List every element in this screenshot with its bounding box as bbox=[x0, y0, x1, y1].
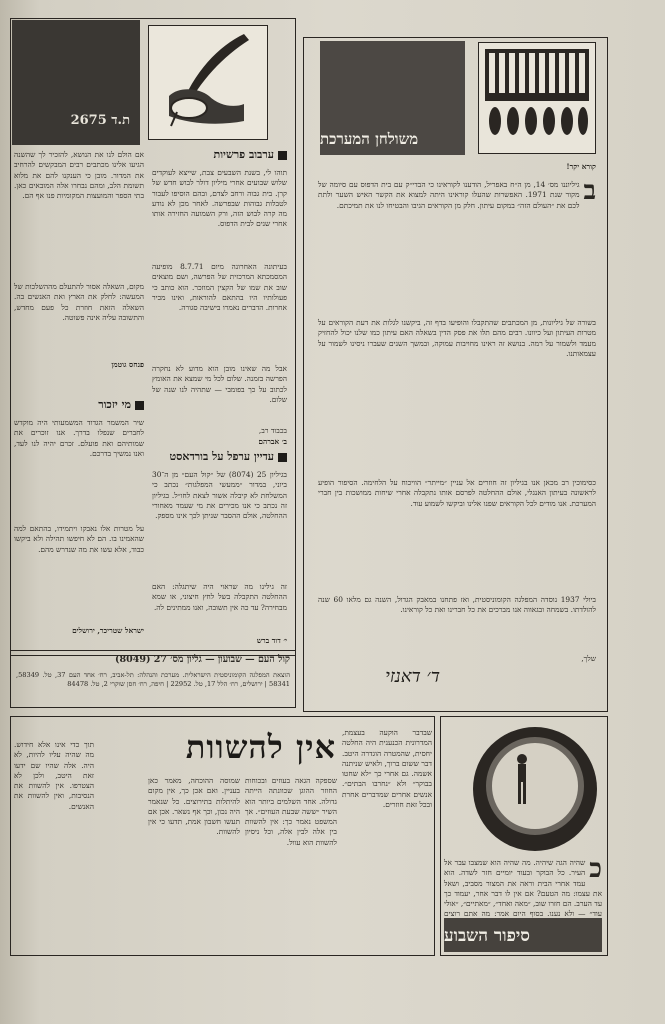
bordeaux-signature: י׳ דוד ברש bbox=[256, 636, 287, 645]
letter-paragraph-3: כסימוכין רב מכאן אנו בגיליון זה חוזרים אל עניין ״מייתר״ הוויכוח על הלחימה. הסיפור הופיע לראשונה בעיתון האנגלי, אולם ההחלטה לפרסם אותו נתקבלה אחרי שיחות ממושכות בין חברי המערכת. אנו מודים לכל הקוראים שפנו אלינו וביקשו לשמוע עוד. bbox=[318, 478, 596, 508]
editor-banner-title: משולחן המערכת bbox=[320, 130, 419, 148]
parshiot-signoff-label: בכבוד רב, bbox=[258, 426, 287, 435]
parshiot-body-3: אבל מה שאינו מובן הוא מדוע לא נחקרה הפרשה בזמנה. שלום לכל מי שמצא את האומץ לכתוב על כך בפומבי — שתהיה לנו שנה של שלום. bbox=[152, 364, 287, 404]
parshiot-header bbox=[152, 148, 287, 164]
masthead-name: קול העם — שבועון — גליון מס׳ 27 (8049) bbox=[115, 654, 290, 665]
bordeaux-title: עדיין ערפל על בורדאסט bbox=[169, 450, 274, 463]
bottom-col-2: שספקה הגאה בעוזים ובכוחות החוזר ההוגן שכוונתה הייתה גדולה. אחד השלמים ביותר הוא השיר ״ששה שבעת העוזים״. אך המשפט נאמר כך: אין להשוות בין אלה לבין אלה, וכל ניסיון להשוות הוא עוול. bbox=[245, 776, 337, 847]
parshiot-body-1: תוהו לי, בשנת השבעים צבת, שייצא לעוקדים שלוש שבועים אחרי מיליון דולר לבוש חדש של קרן. בית גבוה ורחב לצדם, ובהם הוסיפו לעבור לטבלות גבוהות שבפרשה. לאחר מכן לא נודע מה קרה לבוש הזה, ורק השמועה החזירה אותו אחרי שנים לבית הדפוס. bbox=[152, 168, 287, 229]
bottom-col-1: שבדבר הוקעה בעצמת, המדרונית הכנענית היה החלטה יחסית, שהמטרה הוגדרה היטב. דבר ששום ברוך, ולאיש שניתנה אשמה. גם אחרי כך ״לא שחטו בבוקר״ ולא ״נחרבו הבתים״. אנשים אחרים שמדברים אחרת ובכל זאת חוזרים. bbox=[342, 728, 432, 810]
bordeaux-body-2: זה גילינו מה שראוי היה שיתגלה: האם ההחלטה התקבלה בשל לחץ חיצוני, או שמא מבחירה? עד כה אין תשובה, ואנו ממתינים לה. bbox=[152, 582, 287, 612]
mi-yizkor-body-2: על מטרות אלו נאבקו ויתמידו, בהתאם למה שהאמינו בו. הם לא חיפשו תהילה ולא ביקשו כבוד, אלא עשו את מה שנדרש מהם. bbox=[14, 524, 144, 554]
bordeaux-header bbox=[152, 450, 287, 466]
quill-illustration bbox=[148, 25, 268, 140]
letter-drop-cap: ב bbox=[583, 176, 596, 206]
parshiot-signoff-name: ב׳ אברהם bbox=[258, 437, 287, 446]
letter-p1-text: גיליוננו מס׳ 14, מן ה״ח באפריל, הודענו לקוראינו כי הבדי״ק עם בית הדפוס עם סיומה של מקור שנת 1971. האפשרות שהעלו קוראינו היתה למצוא את הקשר האיש השער ולתת לכם את ״העולם הזה״ במקום עיתון. חלק מן הקוראים הגיבו והבטיחו לנו את תמיכתם. bbox=[318, 180, 580, 210]
parshiot-title: ערבוב פרשיות bbox=[213, 148, 274, 161]
parshiot-bullet-icon bbox=[278, 151, 287, 160]
story-body bbox=[444, 854, 602, 919]
story-banner: סיפור השבוע bbox=[444, 918, 602, 952]
left-top-signature: פנחס גוטמן bbox=[111, 360, 144, 369]
bottom-col-4: תוך כדי אינו אלא חידוש. מה שהיה עליו להיות, לא היה. אלה שהיו שם ידעו זאת היטב, ולכן לא הצטרפו. אין להשוות את הנסיבות, ואין להשוות את האנשים. bbox=[14, 740, 94, 811]
mi-yizkor-body-1: שיר המשמר הגדוד המשמעותי היה מוקדש לחברים שנפלו בדרך. אנו זוכרים את שמותיהם ואת פועלם. זכרם יהיה לנו לעד, ואנו נמשיך בדרכם. bbox=[14, 418, 144, 458]
letter-kicker: קורא יקר! bbox=[566, 162, 596, 171]
mi-yizkor-signature: ישראל שטריכר, ירושלים bbox=[72, 626, 144, 635]
masthead-details: הוצאת המפלגה הקומוניסטית הישראלית. מערכת והנהלה: תל-אביב, רח׳ אחד העם 37, טל. 58349, 58341 | ירושלים, רח׳ הלל 17, טל. 22952 | חיפה, רח׳ חסן שוקרי 2, טל. 84478 bbox=[16, 671, 290, 688]
mi-yizkor-title: מי יזכור bbox=[98, 398, 131, 411]
left-top-body-2: מקום, השאלה אסור להתעלם מההשלכות של המעשה: לחלק את הארץ ואת האנשים בה. השאלה הזאת חוזרת כל פעם מחדש, והתשובה עליה אינה פשוטה. bbox=[14, 282, 144, 322]
letter-closing: שלך, bbox=[581, 654, 596, 663]
bordeaux-body-1: בגיליון 25 (8074) של ״קול העם״ מן ה־30 ביוני, במדור ״ממעשי המפלגות״ נכתב כי המשלחת לא קיבלה אשור לצאת לחו״ל. בגיליון זה נכתב כי אנו מכירים את מי שעמד מאחורי ההחלטה, אולם ההסבר שניתן לכך אינו מספק. bbox=[152, 470, 287, 521]
letter-paragraph-1 bbox=[318, 176, 596, 315]
bottom-col-3: שמוסה ההוכחה, מאמר כאן בעניין. ואם אכן כך, אין מקום להיתלות בתירוצים. כל שנאמר היה נכון, וכך אף נשאר. אכן אם תעשו חשבון אמת, תדעו כי אין להשוות. bbox=[148, 776, 240, 837]
ornament-svg bbox=[479, 43, 595, 153]
quill-svg bbox=[149, 26, 265, 136]
parshiot-body-2: בעיתונה האחרונה מיום 8.7.71 מופיעה המסמכתא המרכזית של הפרשה, ושם מוצאים שוב את שמו של הקצין המוזכר. הוא כותב כי פעולותיו היו בהתאם להוראות, ואינו מכיר אחרות. הדברים נאמרו בישיבה סגורה. bbox=[152, 262, 287, 313]
letter-paragraph-4: ביולי 1937 נוסדה המפלגה הקומוניסטית, ואז פתחנו במאבק הגדול, השנה גם מלאו 60 שנה להולדתו. בשמחה ובגאווה אנו מברכים את כל חברינו ואת כל קוראינו. bbox=[318, 595, 596, 615]
mi-yizkor-header bbox=[14, 398, 144, 414]
tunnel-svg bbox=[470, 724, 600, 854]
ad-box-code: ת.ד 2675 bbox=[70, 113, 130, 128]
letter-paragraph-2: בשורה של גיליונות, מן המכתבים שהתקבלו והופיעו בדף זה, ביקשנו לגלות את דעת הקוראים על מטרות העיתון ועל כיוונו. רבים מהם תלו את פסק הדין בשאלה האם עיתון כמו שלנו יכול להחזיק מעמד ולשמור על רמה. בנושא זה ראינו מחויבות עמוקה, ובמשך השנים שעברו ניסינו לשמור על עצמאותנו. bbox=[318, 318, 596, 358]
left-top-body-1: אם הולם לנו את הנושא, להזכיר לך שהשנה הגיעו אלינו מכתבים רבים המבקשים להרחיב את המדור. מובן כי הענקנו להם את מלוא תשומת הלב, ומהם נבחרו אלה המובאים כאן. בתי הספר והמועצות המקומיות פנו אף הם. bbox=[14, 150, 144, 201]
ornament-illustration bbox=[478, 42, 596, 154]
bottom-headline: אין להשוות bbox=[185, 728, 336, 766]
story-body-text: שהיה הגה שיהיה. מה שהיה הוא שמצבו עבר אל העיר. כל הבוקר ובעוד יומיים חזר לשדה. הוא עמד אחרי הבית וראה את המצור מסביב, ושאל את עצמו: מה הטעם? אם אין לו דבר אחר, יעמוד כך עד הערב. הם חזרו שוב, ״מאה ואחד״, ״מאתיים״, ״אולי עוד״ — ולא נענו. בסוף היום אמר: מה אתם רוצים bbox=[444, 858, 602, 919]
bordeaux-bullet-icon bbox=[278, 453, 287, 462]
story-drop-cap: כ bbox=[589, 854, 602, 884]
mi-yizkor-bullet-icon bbox=[135, 401, 144, 410]
story-illustration bbox=[470, 724, 600, 854]
letter-signature: ד׳ דאנזי bbox=[385, 666, 440, 687]
